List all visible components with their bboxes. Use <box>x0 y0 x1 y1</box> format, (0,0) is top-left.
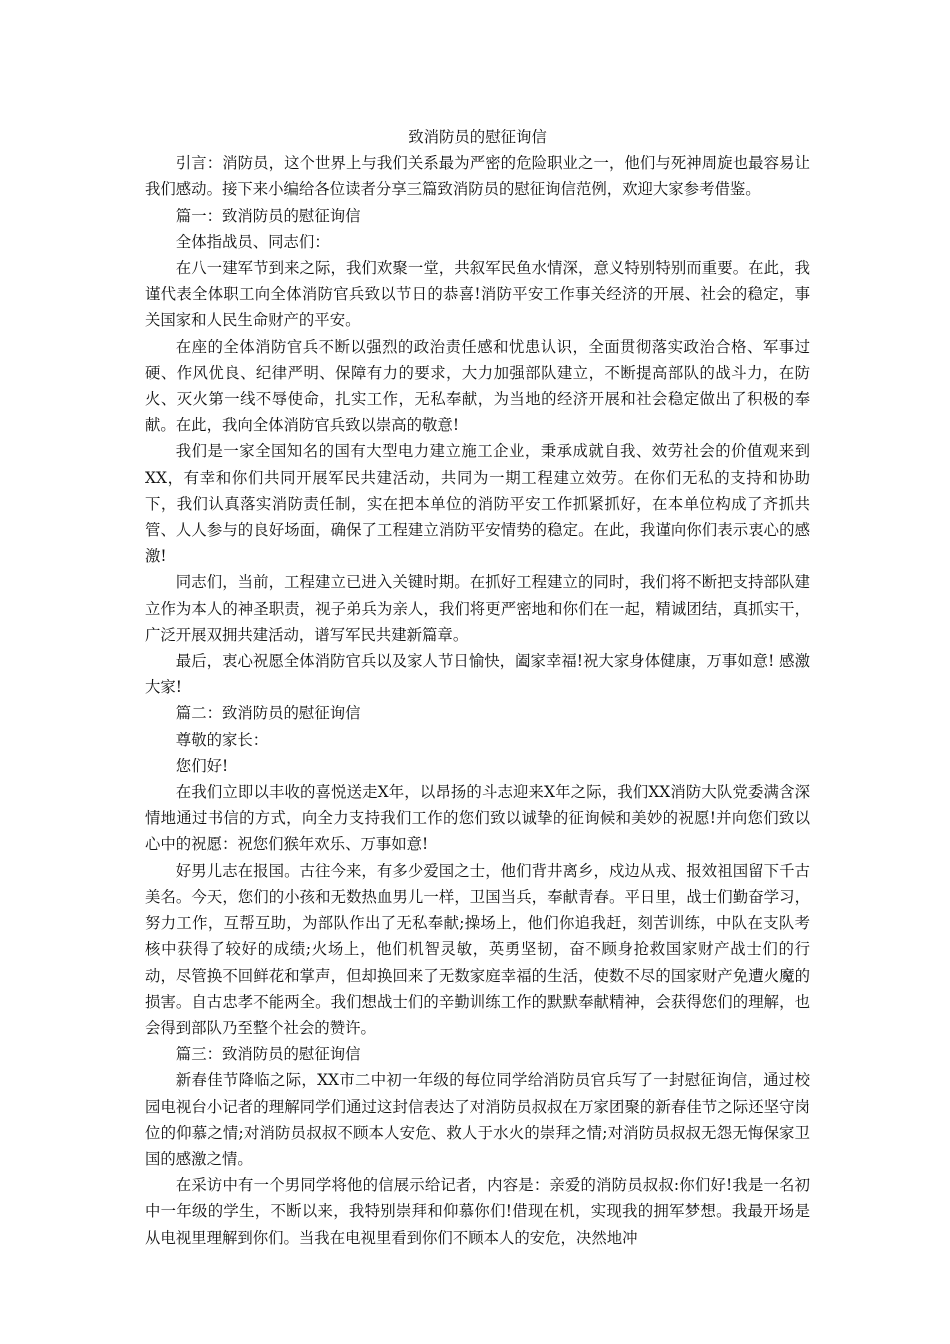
paragraph: 我们是一家全国知名的国有大型电力建立施工企业，秉承成就自我、效劳社会的价值观来到XX，有幸和你们共同开展军民共建活动，共同为一期工程建立效劳。在你们无私的支持和协助下，我们认真落实消防责任制，实在把本单位的消防平安工作抓紧抓好，在本单位构成了齐抓共管、人人参与的良好场面，确保了工程建立消防平安情势的稳定。在此，我谨向你们表示衷心的感激! <box>145 442 810 566</box>
salutation-2: 尊敬的家长： <box>175 730 269 749</box>
paragraph: 同志们，当前，工程建立已进入关键时期。在抓好工程建立的同时，我们将不断把支持部队建立作为本人的神圣职责，视子弟兵为亲人，我们将更严密地和你们在一起，精诚团结，真抓实干，广泛开展双拥共建活动，谱写军民共建新篇章。 <box>145 573 810 644</box>
paragraph: 最后，衷心祝愿全体消防官兵以及家人节日愉快，阖家幸福!祝大家身体健康，万事如意! 感激大家! <box>145 652 810 697</box>
section-heading-3: 篇三：致消防员的慰征询信 <box>175 1045 361 1064</box>
paragraph: 在我们立即以丰收的喜悦送走X年，以昂扬的斗志迎来X年之际，我们XX消防大队党委满含深情地通过书信的方式，向全力支持我们工作的您们致以诚挚的征询候和美妙的祝愿!并向您们致以心中的祝愿：祝您们猴年欢乐、万事如意! <box>145 783 810 854</box>
paragraph: 好男儿志在报国。古往今来，有多少爱国之士，他们背井离乡，戍边从戎、报效祖国留下千古美名。今天，您们的小孩和无数热血男儿一样，卫国当兵，奉献青春。平日里，战士们勤奋学习，努力工作，互帮互助，为部队作出了无私奉献;操场上，他们你追我赶，刻苦训练，中队在支队考核中获得了较好的成绩;火场上，他们机智灵敏，英勇坚韧，奋不顾身抢救国家财产战士们的行动，尽管换不回鲜花和掌声，但却换回来了无数家庭幸福的生活，使数不尽的国家财产免遭火魔的损害。自古忠孝不能两全。我们想战士们的辛勤训练工作的默默奉献精神，会获得您们的理解，也会得到部队乃至整个社会的赞许。 <box>145 861 810 1037</box>
document-title: 致消防员的慰征询信 <box>408 128 547 146</box>
section-heading-1: 篇一：致消防员的慰征询信 <box>175 206 361 225</box>
paragraph: 在采访中有一个男同学将他的信展示给记者，内容是：亲爱的消防员叔叔:你们好!我是一名初中一年级的学生，不断以来，我特别崇拜和仰慕你们!借现在机，实现我的拥军梦想。我最开场是从电视里理解到你们。当我在电视里看到你们不顾本人的安危，决然地冲 <box>145 1176 810 1247</box>
section-heading-2: 篇二：致消防员的慰征询信 <box>175 704 361 723</box>
paragraph-intro: 引言：消防员，这个世界上与我们关系最为严密的危险职业之一，他们与死神周旋也最容易让我们感动。接下来小编给各位读者分享三篇致消防员的慰征询信范例，欢迎大家参考借鉴。 <box>145 154 810 199</box>
greeting: 您们好! <box>175 756 229 775</box>
document-page <box>145 124 810 1251</box>
paragraph: 新春佳节降临之际，XX市二中初一年级的每位同学给消防员官兵写了一封慰征询信，通过校园电视台小记者的理解同学们通过这封信表达了对消防员叔叔在万家团聚的新春佳节之际还坚守岗位的仰慕之情;对消防员叔叔不顾本人安危、救人于水火的崇拜之情;对消防员叔叔无怨无悔保家卫国的感激之情。 <box>145 1071 810 1168</box>
salutation-1: 全体指战员、同志们： <box>175 232 330 251</box>
paragraph: 在八一建军节到来之际，我们欢聚一堂，共叙军民鱼水情深，意义特别特别而重要。在此，我谨代表全体职工向全体消防官兵致以节日的恭喜!消防平安工作事关经济的开展、社会的稳定，事关国家和人民生命财产的平安。 <box>145 259 810 330</box>
paragraph: 在座的全体消防官兵不断以强烈的政治责任感和忧患认识，全面贯彻落实政治合格、军事过硬、作风优良、纪律严明、保障有力的要求，大力加强部队建立，不断提高部队的战斗力，在防火、灭火第一线不辱使命，扎实工作，无私奉献，为当地的经济开展和社会稳定做出了积极的奉献。在此，我向全体消防官兵致以崇高的敬意! <box>145 337 810 435</box>
